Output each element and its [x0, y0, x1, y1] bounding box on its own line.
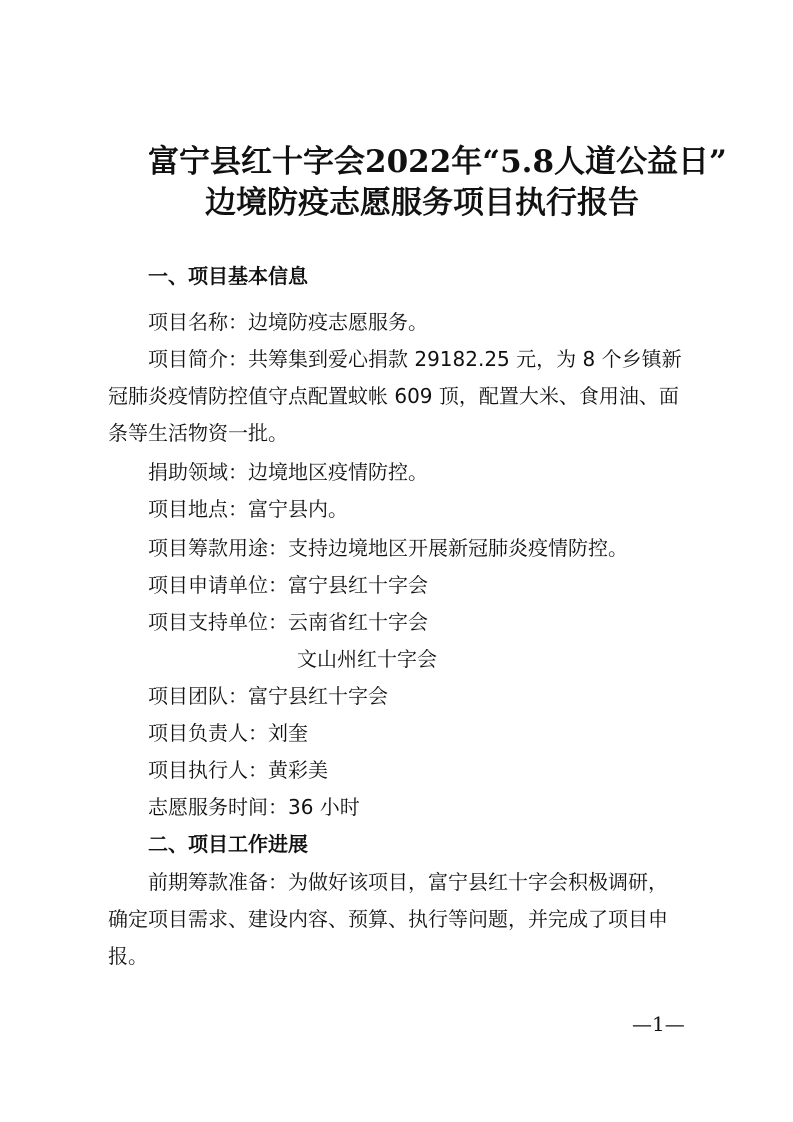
fund-purpose: 项目筹款用途：支持边境地区开展新冠肺炎疫情防控。: [148, 536, 628, 560]
project-name: 项目名称：边境防疫志愿服务。: [148, 310, 428, 334]
support-unit-line-2: 文山州红十字会: [297, 647, 437, 671]
support-unit-line-1: 项目支持单位：云南省红十字会: [148, 610, 428, 634]
service-time: 志愿服务时间：36 小时: [148, 795, 360, 819]
progress-paragraph-line-1: 前期筹款准备：为做好该项目，富宁县红十字会积极调研，: [148, 870, 668, 894]
project-executor: 项目执行人：黄彩美: [148, 758, 328, 782]
project-intro-line-2: 冠肺炎疫情防控值守点配置蚊帐 609 顶，配置大米、食用油、面: [108, 384, 679, 408]
report-title-line-1: 富宁县红十字会2022年“5.8人道公益日”: [148, 144, 727, 180]
project-intro-line-3: 条等生活物资一批。: [108, 421, 288, 445]
applicant-unit: 项目申请单位：富宁县红十字会: [148, 573, 428, 597]
project-intro-line-1: 项目简介：共筹集到爱心捐款 29182.25 元，为 8 个乡镇新: [148, 347, 682, 371]
progress-paragraph-line-3: 报。: [108, 944, 148, 968]
section-1-heading: 一、项目基本信息: [148, 264, 308, 288]
project-team: 项目团队：富宁县红十字会: [148, 684, 388, 708]
project-leader: 项目负责人：刘奎: [148, 721, 308, 745]
project-location: 项目地点：富宁县内。: [148, 497, 348, 521]
report-title-line-2: 边境防疫志愿服务项目执行报告: [205, 185, 639, 221]
page-number: —1—: [632, 1012, 685, 1036]
progress-paragraph-line-2: 确定项目需求、建设内容、预算、执行等问题，并完成了项目申: [108, 907, 668, 931]
donation-field: 捐助领域：边境地区疫情防控。: [148, 460, 428, 484]
section-2-heading: 二、项目工作进展: [148, 832, 308, 856]
